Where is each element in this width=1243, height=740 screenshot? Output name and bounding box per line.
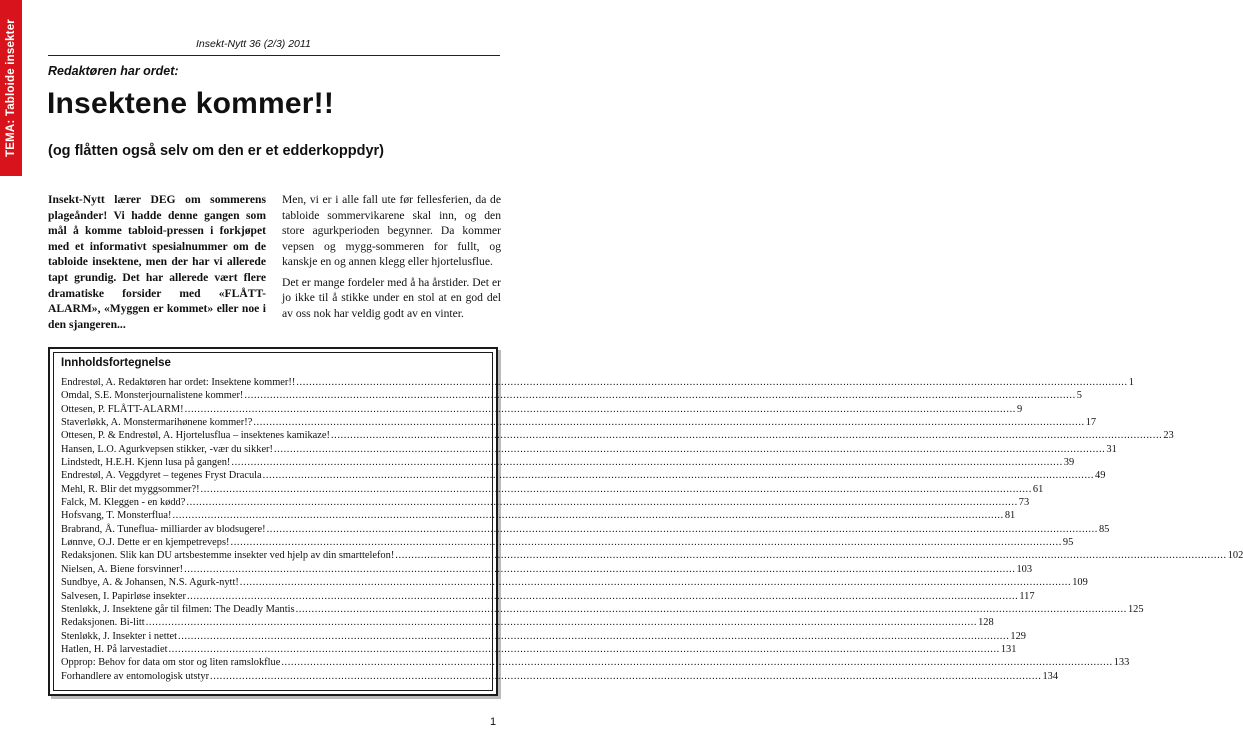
toc-dot-leader: .................................................................................................................................................................................................................................................................... bbox=[184, 563, 1016, 575]
toc-dot-leader: .................................................................................................................................................................................................................................................................... bbox=[230, 537, 1062, 549]
toc-page-number: 17 bbox=[1085, 417, 1097, 429]
toc-page-number: 102 bbox=[1227, 550, 1243, 562]
toc-entry-text: Ottesen, P. FLÅTT-ALARM! bbox=[61, 403, 184, 415]
toc-entry-text: Opprop: Behov for data om stor og liten ramslokflue bbox=[61, 657, 281, 669]
toc-entry-text: Mehl, R. Blir det myggsommer?! bbox=[61, 483, 200, 495]
toc-page-number: 134 bbox=[1042, 670, 1059, 682]
toc-dot-leader: .................................................................................................................................................................................................................................................................... bbox=[178, 630, 1010, 642]
toc-dot-leader: .................................................................................................................................................................................................................................................................... bbox=[273, 443, 1106, 455]
toc-item bbox=[61, 509, 1016, 522]
body-paragraph: Men, vi er i alle fall ute før fellesferien, da de tabloide sommervikarene skal inn, og den store agurkperioden begynner. Da kommer vepsen og mygg-sommeren for fullt, og kanskje en og annen klegg eller hjortelusflue. bbox=[282, 193, 501, 268]
toc-item bbox=[61, 656, 1130, 669]
theme-side-tab bbox=[0, 0, 22, 176]
toc-page-number: 9 bbox=[1016, 403, 1023, 415]
toc-entry-text: Endrestøl, A. Redaktøren har ordet: Insektene kommer!! bbox=[61, 377, 296, 388]
toc-item bbox=[61, 590, 1035, 603]
toc-entry-text: Salvesen, I. Papirløse insekter bbox=[61, 590, 186, 602]
toc-page-number: 133 bbox=[1113, 657, 1130, 669]
toc-entry-text: Ottesen, P. & Endrestøl, A. Hjortelusflua – insektenes kamikaze! bbox=[61, 430, 330, 442]
toc-dot-leader: .................................................................................................................................................................................................................................................................... bbox=[200, 483, 1032, 495]
toc-page-number: 125 bbox=[1127, 603, 1144, 615]
toc-entry-text: Hansen, L.O. Agurkvepsen stikker, -vær du sikker! bbox=[61, 443, 273, 455]
toc-page-number: 5 bbox=[1076, 390, 1082, 402]
toc-item bbox=[61, 563, 1033, 576]
toc-page-number: 31 bbox=[1106, 443, 1117, 455]
issue-header: Insekt-Nytt 36 (2/3) 2011 bbox=[196, 38, 311, 50]
toc-entry-text: Staverløkk, A. Monstermarihønene kommer!? bbox=[61, 417, 253, 429]
toc-page-number: 85 bbox=[1098, 523, 1110, 535]
toc-item bbox=[61, 429, 1174, 442]
article-lead: Insekt-Nytt lærer DEG om sommerens plageånder! Vi hadde denne gangen som mål å komme tabloid-pressen i forkjøpet med et informativt spesialnummer om de tabloide insektene, men der har vi allerede tapt grundig. Det har allerede vært flere dramatiske forsider med «FLÅTT-ALARM», «Myggen er kommet» eller noe i den sjangeren... bbox=[48, 193, 266, 331]
toc-page-number: 49 bbox=[1095, 470, 1106, 482]
toc-page-number: 61 bbox=[1032, 483, 1044, 495]
toc-page-number: 1 bbox=[1128, 377, 1134, 388]
toc-entry-text: Brabrand, Å. Tuneflua- milliarder av blodsugere! bbox=[61, 523, 266, 535]
toc-dot-leader: .................................................................................................................................................................................................................................................................... bbox=[281, 657, 1113, 669]
toc-title: Innholdsfortegnelse bbox=[61, 357, 171, 369]
toc-item bbox=[61, 549, 1243, 562]
body-paragraph: Det er mange fordeler med å ha årstider. Det er jo ikke til å stikke under en stol at en god del av oss nok har veldig godt av en vinter. bbox=[282, 275, 501, 320]
toc-page-number: 23 bbox=[1163, 430, 1174, 442]
toc-entry-text: Omdal, S.E. Monsterjournalistene kommer! bbox=[61, 390, 244, 402]
toc-dot-leader: .................................................................................................................................................................................................................................................................... bbox=[186, 590, 1019, 602]
toc-dot-leader: .................................................................................................................................................................................................................................................................... bbox=[186, 497, 1018, 509]
page-number: 1 bbox=[490, 716, 497, 728]
toc-item bbox=[61, 576, 1088, 589]
toc-dot-leader: .................................................................................................................................................................................................................................................................... bbox=[184, 403, 1016, 415]
toc-entry-text: Lønnve, O.J. Dette er en kjempetreveps! bbox=[61, 537, 230, 549]
article-subtitle: (og flåtten også selv om den er et edderkoppdyr) bbox=[48, 143, 384, 159]
toc-entry-text: Endrestøl, A. Veggdyret – tegenes Fryst Dracula bbox=[61, 470, 262, 482]
toc-page-number: 39 bbox=[1063, 457, 1075, 469]
toc-entry-text: Nielsen, A. Biene forsvinner! bbox=[61, 563, 184, 575]
toc-item bbox=[61, 670, 1059, 683]
toc-entry-text: Hofsvang, T. Monsterflua! bbox=[61, 510, 172, 522]
toc-page-number: 109 bbox=[1072, 577, 1088, 589]
toc-page-number: 103 bbox=[1016, 563, 1033, 575]
toc-item bbox=[61, 416, 1097, 429]
toc-item bbox=[61, 469, 1106, 482]
toc-entry-text: Stenløkk, J. Insektene går til filmen: The Deadly Mantis bbox=[61, 603, 295, 615]
toc-dot-leader: .................................................................................................................................................................................................................................................................... bbox=[262, 470, 1095, 482]
toc-dot-leader: .................................................................................................................................................................................................................................................................... bbox=[395, 550, 1227, 562]
toc-dot-leader: .................................................................................................................................................................................................................................................................... bbox=[244, 390, 1076, 402]
toc-entry-text: Stenløkk, J. Insekter i nettet bbox=[61, 630, 178, 642]
toc-entry-text: Redaksjonen. Bi-litt bbox=[61, 617, 145, 629]
toc-dot-leader: .................................................................................................................................................................................................................................................................... bbox=[296, 377, 1128, 388]
toc-dot-leader: .................................................................................................................................................................................................................................................................... bbox=[145, 617, 978, 629]
article-title: Insektene kommer!! bbox=[47, 87, 335, 120]
toc-page-number: 131 bbox=[1000, 643, 1017, 655]
toc-dot-leader: .................................................................................................................................................................................................................................................................... bbox=[239, 577, 1072, 589]
toc-dot-leader: .................................................................................................................................................................................................................................................................... bbox=[295, 603, 1127, 615]
toc-item bbox=[61, 536, 1074, 549]
toc-page-number: 81 bbox=[1004, 510, 1016, 522]
toc-item bbox=[61, 643, 1017, 656]
toc-item bbox=[61, 483, 1044, 496]
toc-list bbox=[61, 376, 1243, 683]
toc-entry-text: Forhandlere av entomologisk utstyr bbox=[61, 670, 210, 682]
article-body bbox=[282, 192, 501, 326]
toc-item bbox=[61, 403, 1023, 416]
toc-dot-leader: .................................................................................................................................................................................................................................................................... bbox=[266, 523, 1098, 535]
toc-page-number: 73 bbox=[1018, 497, 1030, 509]
toc-item bbox=[61, 389, 1082, 402]
toc-page-number: 129 bbox=[1010, 630, 1026, 642]
toc-entry-text: Sundbye, A. & Johansen, N.S. Agurk-nytt! bbox=[61, 577, 239, 589]
toc-entry-text: Redaksjonen. Slik kan DU artsbestemme insekter ved hjelp av din smarttelefon! bbox=[61, 550, 395, 562]
toc-page-number: 117 bbox=[1019, 590, 1035, 602]
toc-page-number: 95 bbox=[1062, 537, 1074, 549]
toc-item bbox=[61, 616, 994, 629]
toc-item bbox=[61, 630, 1026, 643]
theme-label: TEMA: Tabloide insekter bbox=[5, 19, 17, 157]
toc-page-number: 128 bbox=[978, 617, 994, 629]
toc-item bbox=[61, 443, 1117, 456]
toc-item bbox=[61, 456, 1075, 469]
toc-item bbox=[61, 376, 1134, 389]
toc-entry-text: Hatlen, H. På larvestadiet bbox=[61, 643, 168, 655]
toc-entry-text: Lindstedt, H.E.H. Kjenn lusa på gangen! bbox=[61, 457, 231, 469]
toc-item bbox=[61, 523, 1110, 536]
toc-dot-leader: .................................................................................................................................................................................................................................................................... bbox=[210, 670, 1042, 682]
table-of-contents bbox=[48, 347, 1243, 696]
header-rule bbox=[48, 55, 500, 56]
toc-dot-leader: .................................................................................................................................................................................................................................................................... bbox=[253, 417, 1085, 429]
toc-dot-leader: .................................................................................................................................................................................................................................................................... bbox=[330, 430, 1163, 442]
article-kicker: Redaktøren har ordet: bbox=[48, 64, 179, 78]
toc-item bbox=[61, 496, 1030, 509]
toc-dot-leader: .................................................................................................................................................................................................................................................................... bbox=[168, 643, 1000, 655]
toc-item bbox=[61, 603, 1144, 616]
toc-dot-leader: .................................................................................................................................................................................................................................................................... bbox=[231, 457, 1063, 469]
toc-dot-leader: .................................................................................................................................................................................................................................................................... bbox=[172, 510, 1004, 522]
toc-entry-text: Falck, M. Kleggen - en kødd? bbox=[61, 497, 186, 509]
